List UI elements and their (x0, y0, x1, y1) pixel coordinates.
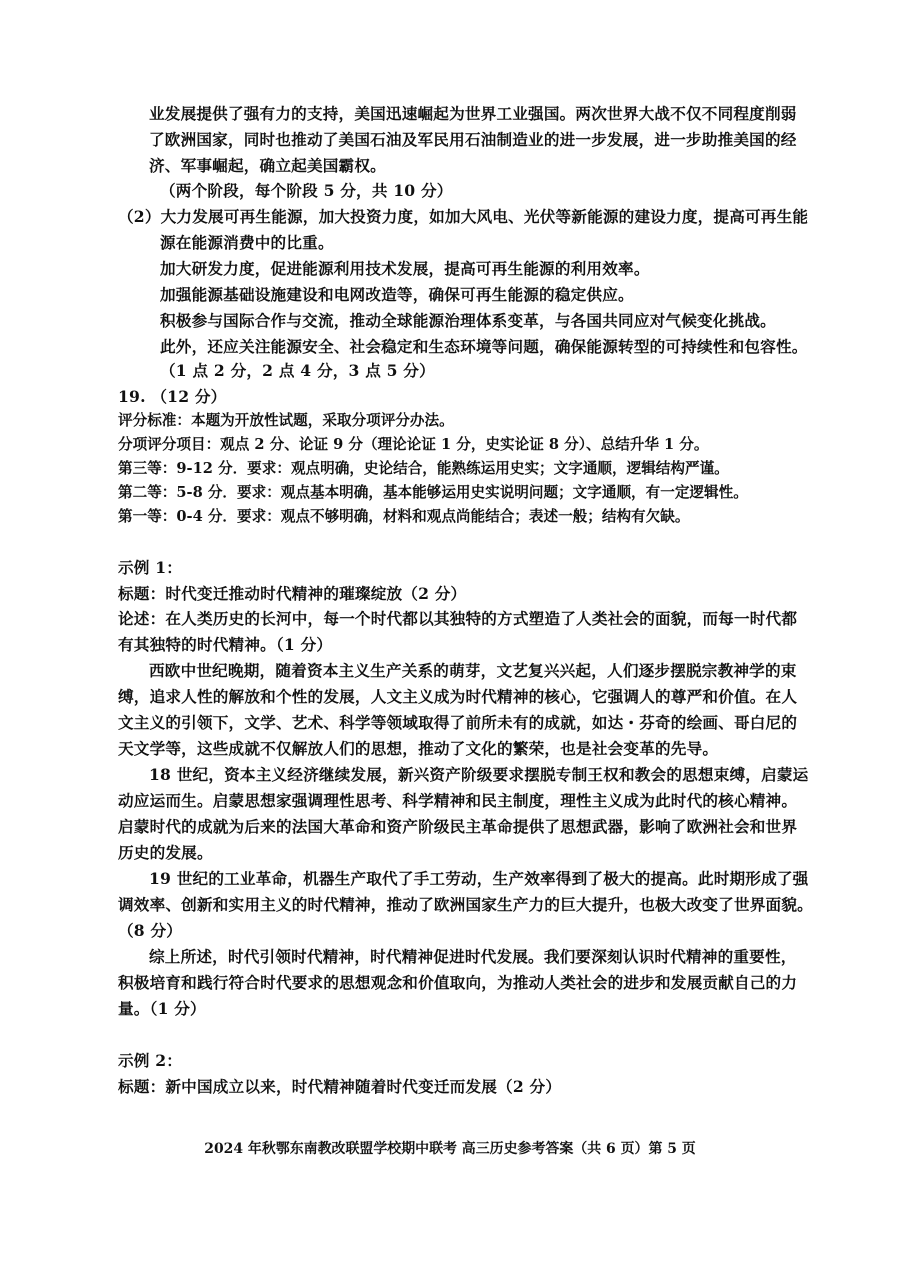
example-1-para-2-line-3: 启蒙时代的成就为后来的法国大革命和资产阶级民主革命提供了思想武器，影响了欧洲社会和世界 (118, 817, 798, 836)
example-1-label: 示例 1： (118, 558, 183, 577)
example-1-para-2-line-1: 18 世纪，资本主义经济继续发展，新兴资产阶级要求摆脱专制王权和教会的思想束缚，启蒙运 (149, 765, 809, 784)
answer-18-2-score: （1 点 2 分，2 点 4 分，3 点 5 分） (160, 361, 435, 380)
scoring-standard: 评分标准：本题为开放性试题，采取分项评分办法。 (118, 412, 454, 429)
example-1-para-4-line-3: 量。（1 分） (118, 999, 206, 1018)
example-1-para-2-line-4: 历史的发展。 (118, 843, 213, 862)
example-1-title: 标题：时代变迁推动时代精神的璀璨绽放（2 分） (118, 584, 467, 603)
example-1-para-4-line-2: 积极培育和践行符合时代要求的思想观念和价值取向，为推动人类社会的进步和发展贡献自己的力 (118, 973, 798, 992)
answer-18-2-line-6: 此外，还应关注能源安全、社会稳定和生态环境等问题，确保能源转型的可持续性和包容性。 (160, 337, 808, 356)
answer-18-score: （两个阶段，每个阶段 5 分，共 10 分） (160, 181, 453, 200)
grade-one: 第一等：0-4 分．要求：观点不够明确，材料和观点尚能结合；表述一般；结构有欠缺。 (118, 508, 690, 525)
example-1-argument-line-2: 有其独特的时代精神。（1 分） (118, 635, 333, 654)
page-footer: 2024 年秋鄂东南教改联盟学校期中联考 高三历史参考答案（共 6 页）第 5 页 (204, 1141, 696, 1157)
example-1-para-4-line-1: 综上所述，时代引领时代精神，时代精神促进时代发展。我们要深刻认识时代精神的重要性， (149, 947, 797, 966)
answer-18-2-line-4: 加强能源基础设施建设和电网改造等，确保可再生能源的稳定供应。 (160, 285, 634, 304)
example-1-para-1-line-2: 缚，追求人性的解放和个性的发展，人文主义成为时代精神的核心，它强调人的尊严和价值。在人 (118, 687, 798, 706)
grade-two: 第二等：5-8 分．要求：观点基本明确，基本能够运用史实说明问题；文字通顺，有一定逻辑性。 (118, 484, 748, 501)
example-1-para-1-line-4: 天文学等，这些成就不仅解放人们的思想，推动了文化的繁荣，也是社会变革的先导。 (118, 739, 719, 758)
answer-18-line-1: 业发展提供了强有力的支持，美国迅速崛起为世界工业强国。两次世界大战不仅不同程度削弱 (149, 104, 797, 123)
example-2-label: 示例 2： (118, 1051, 183, 1070)
answer-18-line-2: 了欧洲国家，同时也推动了美国石油及军民用石油制造业的进一步发展，进一步助推美国的经 (149, 130, 797, 149)
answer-18-line-3: 济、军事崛起，确立起美国霸权。 (149, 156, 386, 175)
example-1-para-3-line-3: （8 分） (118, 921, 183, 940)
example-1-para-3-line-1: 19 世纪的工业革命，机器生产取代了手工劳动，生产效率得到了极大的提高。此时期形成了强 (149, 869, 809, 888)
answer-18-2-line-3: 加大研发力度，促进能源利用技术发展，提高可再生能源的利用效率。 (160, 259, 650, 278)
example-1-para-1-line-1: 西欧中世纪晚期，随着资本主义生产关系的萌芽，文艺复兴兴起，人们逐步摆脱宗教神学的束 (149, 661, 797, 680)
grade-three: 第三等：9-12 分．要求：观点明确，史论结合，能熟练运用史实；文字通顺，逻辑结构严谨。 (118, 460, 729, 477)
scoring-items: 分项评分项目：观点 2 分、论证 9 分（理论论证 1 分，史实论证 8 分）、总结升华 1 分。 (118, 436, 709, 453)
example-1-argument-line-1: 论述：在人类历史的长河中，每一个时代都以其独特的方式塑造了人类社会的面貌，而每一时代都 (118, 609, 798, 628)
question-19-header: 19. （12 分） (118, 387, 227, 406)
answer-18-2-line-2: 源在能源消费中的比重。 (160, 233, 334, 252)
example-1-para-3-line-2: 调效率、创新和实用主义的时代精神，推动了欧洲国家生产力的巨大提升，也极大改变了世界面貌。 (118, 895, 813, 914)
answer-18-2-line-1: （2）大力发展可再生能源，加大投资力度，如加大风电、光伏等新能源的建设力度，提高可再生能 (118, 207, 809, 226)
answer-18-2-line-5: 积极参与国际合作与交流，推动全球能源治理体系变革，与各国共同应对气候变化挑战。 (160, 311, 776, 330)
example-1-para-1-line-3: 文主义的引领下，文学、艺术、科学等领域取得了前所未有的成就，如达・芬奇的绘画、哥白尼的 (118, 713, 798, 732)
example-2-title: 标题：新中国成立以来，时代精神随着时代变迁而发展（2 分） (118, 1077, 562, 1096)
example-1-para-2-line-2: 动应运而生。启蒙思想家强调理性思考、科学精神和民主制度，理性主义成为此时代的核心精神。 (118, 791, 798, 810)
